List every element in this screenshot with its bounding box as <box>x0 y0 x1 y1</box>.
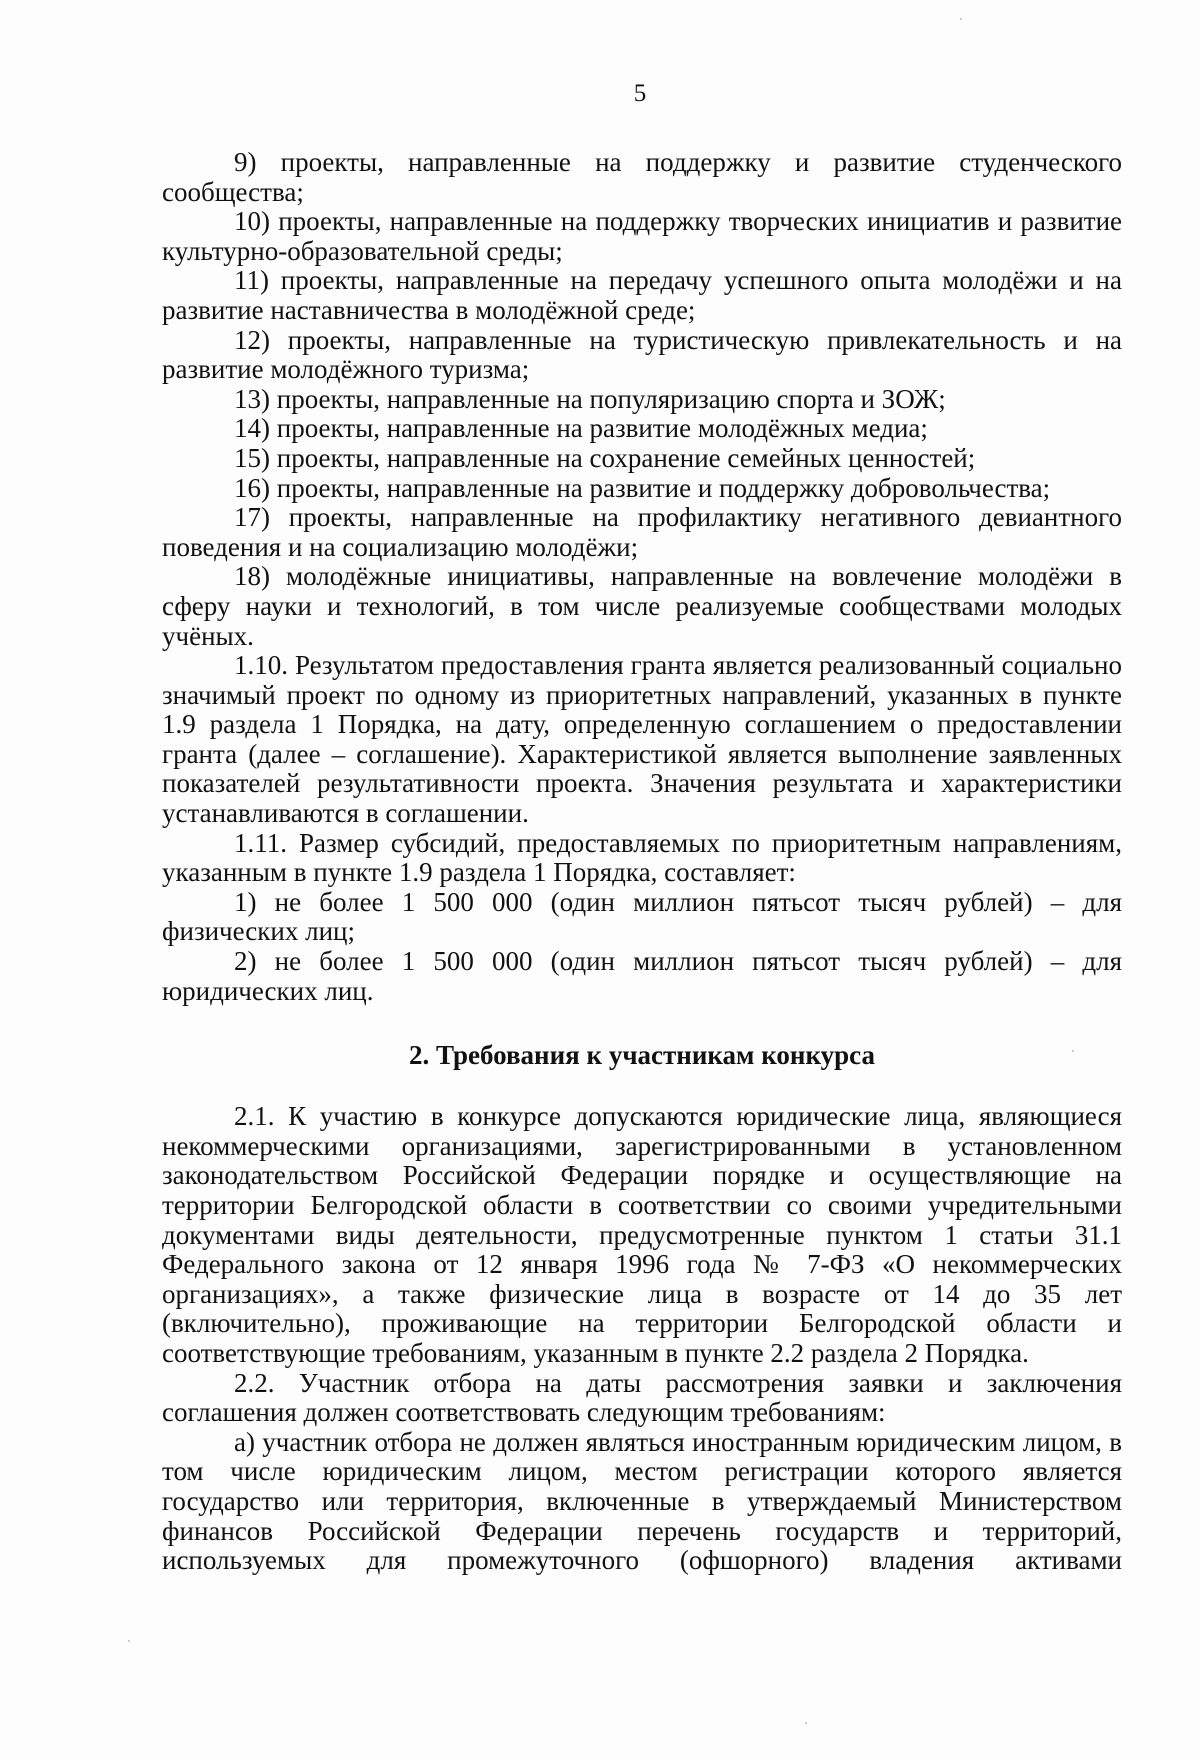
list-item-17: 17) проекты, направленные на профилактику негативного девиантного поведения и на социализацию молодёжи; <box>162 502 1122 562</box>
list-item-10: 10) проекты, направленные на поддержку творческих инициатив и развитие культурно-образовательной среды; <box>162 206 1122 266</box>
list-item-16: 16) проекты, направленные на развитие и поддержку добровольчества; <box>234 472 1051 503</box>
clause-1-10: 1.10. Результатом предоставления гранта является реализованный социально значимый проект по одному из приоритетных направлений, указанных в пункте 1.9 раздела 1 Порядка, на дату, определенную соглашением о предоставлении гранта (далее – соглашение). Характеристикой является выполнение заявленных показателей результативности проекта. Значения результата и характеристики устанавливаются в соглашении. <box>162 650 1122 829</box>
clause-2-1: 2.1. К участию в конкурсе допускаются юридические лица, являющиеся некоммерческими организациями, зарегистрированными в установленном законодательством Российской Федерации порядке и осуществляющие на территории Белгородской области в соответствии со своими учредительными документами виды деятельности, предусмотренные пунктом 1 статьи 31.1 Федерального закона от 12 января 1996 года № 7-ФЗ «О некоммерческих организациях», а также физические лица в возрасте от 14 до 35 лет (включительно), проживающие на территории Белгородской области и соответствующие требованиям, указанным в пункте 2.2 раздела 2 Порядка. <box>162 1101 1122 1368</box>
list-item-9: 9) проекты, направленные на поддержку и развитие студенческого сообщества; <box>162 147 1122 207</box>
list-item-13: 13) проекты, направленные на популяризацию спорта и ЗОЖ; <box>234 383 946 414</box>
page-number: 5 <box>633 80 647 107</box>
clause-2-2-a: а) участник отбора не должен являться иностранным юридическим лицом, в том числе юридическим лицом, местом регистрации которого является государство или территория, включенные в утверждаемый Министерством финансов Российской Федерации перечень государств и территорий, используемых для промежуточного (офшорного) владения активами <box>162 1426 1122 1576</box>
list-item-14: 14) проекты, направленные на развитие молодёжных медиа; <box>234 413 928 444</box>
scan-speck <box>1072 1050 1074 1052</box>
clause-2-2: 2.2. Участник отбора на даты рассмотрения заявки и заключения соглашения должен соответствовать следующим требованиям: <box>162 1367 1122 1428</box>
list-item-18: 18) молодёжные инициативы, направленные на вовлечение молодёжи в сферу науки и технологий, в том числе реализуемые сообществами молодых учёных. <box>162 561 1122 651</box>
clause-1-11: 1.11. Размер субсидий, предоставляемых по приоритетным направлениям, указанным в пункте 1.9 раздела 1 Порядка, составляет: <box>162 827 1122 888</box>
scan-speck <box>960 18 962 20</box>
section-2-heading: 2. Требования к участникам конкурса <box>409 1040 875 1071</box>
scan-speck <box>805 1722 807 1724</box>
scan-speck <box>128 1640 130 1642</box>
list-item-12: 12) проекты, направленные на туристическую привлекательность и на развитие молодёжного туризма; <box>162 324 1122 385</box>
list-item-11: 11) проекты, направленные на передачу успешного опыта молодёжи и на развитие наставничества в молодёжной среде; <box>162 265 1122 325</box>
list-item-15: 15) проекты, направленные на сохранение семейных ценностей; <box>234 442 976 473</box>
document-body <box>162 148 1122 1576</box>
clause-1-11-item-2: 2) не более 1 500 000 (один миллион пятьсот тысяч рублей) – для юридических лиц. <box>162 946 1122 1006</box>
clause-1-11-item-1: 1) не более 1 500 000 (один миллион пятьсот тысяч рублей) – для физических лиц; <box>162 886 1122 947</box>
